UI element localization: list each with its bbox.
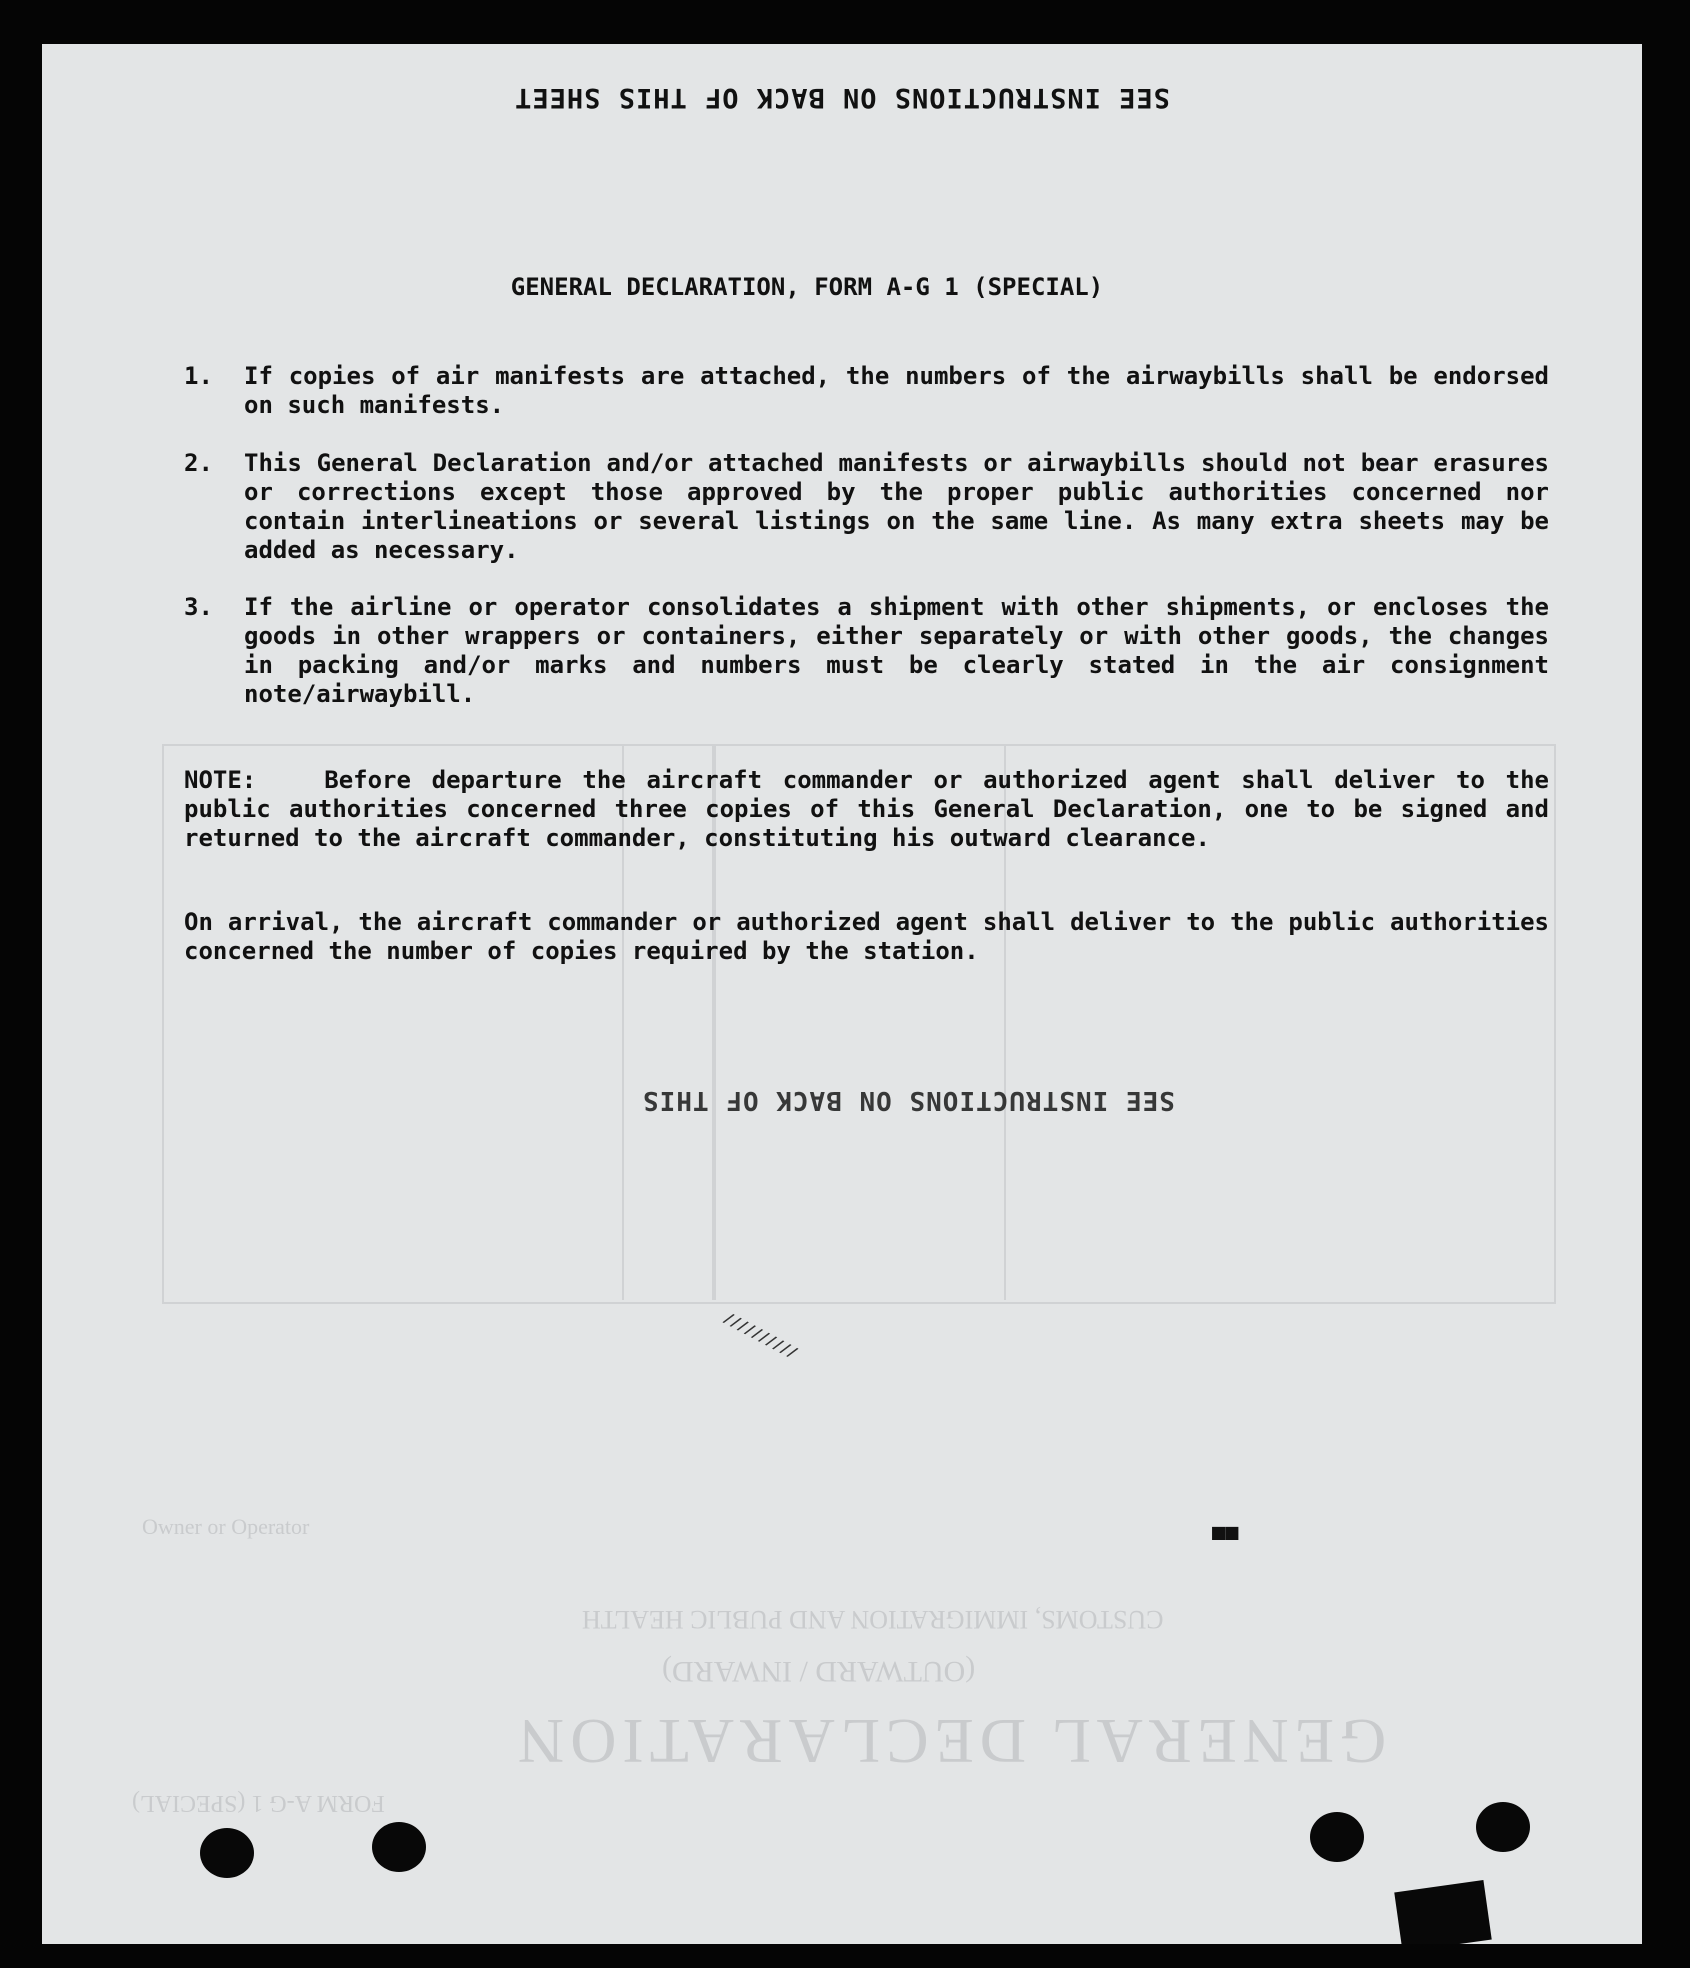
punch-hole [372, 1822, 426, 1872]
punch-hole [200, 1828, 254, 1878]
item-number: 2. [184, 449, 213, 477]
page-title: GENERAL DECLARATION, FORM A-G 1 (SPECIAL) [510, 273, 1104, 301]
punch-hole [1310, 1812, 1364, 1862]
item-number: 3. [184, 593, 213, 621]
note-label: NOTE: [184, 766, 257, 794]
bleed-through-form: FORM A-G 1 (SPECIAL) [132, 1790, 385, 1816]
note-text: Before departure the aircraft commander or authorized agent shall deliver to the public authorities concerned three copies of this General Declaration, one to be signed and returned to the aircraft commander, constituting his outward clearance. [184, 766, 1549, 852]
item-number: 1. [184, 362, 213, 390]
item-text: If copies of air manifests are attached, the numbers of the airwaybills shall be endorsed on such manifests. [244, 362, 1549, 419]
mirrored-partial-header: SEE INSTRUCTIONS ON BACK OF THIS [642, 1085, 1175, 1115]
document-sheet [42, 44, 1642, 1944]
bleed-through-owner: Owner or Operator [142, 1514, 310, 1539]
item-text: This General Declaration and/or attached manifests or airwaybills should not bear erasures or corrections except those approved by the proper public authorities concerned nor contain interlineations or several listings on the same line. As many extra sheets may be added as necessary. [244, 449, 1549, 564]
handwritten-mark: ////////// [720, 1308, 800, 1362]
bleed-through-agency: CUSTOMS, IMMIGRATION AND PUBLIC HEALTH [582, 1605, 1164, 1634]
punch-hole [1476, 1802, 1530, 1852]
bleed-through-title: GENERAL DECLARATION [512, 1706, 1387, 1777]
mirrored-header: SEE INSTRUCTIONS ON BACK OF THIS SHEET [514, 82, 1170, 113]
arrival-paragraph: On arrival, the aircraft commander or authorized agent shall deliver to the public authorities concerned the number of copies required by the station. [184, 908, 1549, 965]
item-text: If the airline or operator consolidates a shipment with other shipments, or encloses the goods in other wrappers or containers, either separately or with other goods, the changes in packing and/or marks and numbers must be clearly stated in the air consignment note/airwaybill. [244, 593, 1549, 708]
bleed-through-subtitle: (OUTWARD / INWARD) [662, 1655, 976, 1688]
corner-tab [1394, 1880, 1491, 1944]
note-paragraph [184, 766, 1549, 853]
stray-mark: ■■ [1212, 1520, 1239, 1545]
